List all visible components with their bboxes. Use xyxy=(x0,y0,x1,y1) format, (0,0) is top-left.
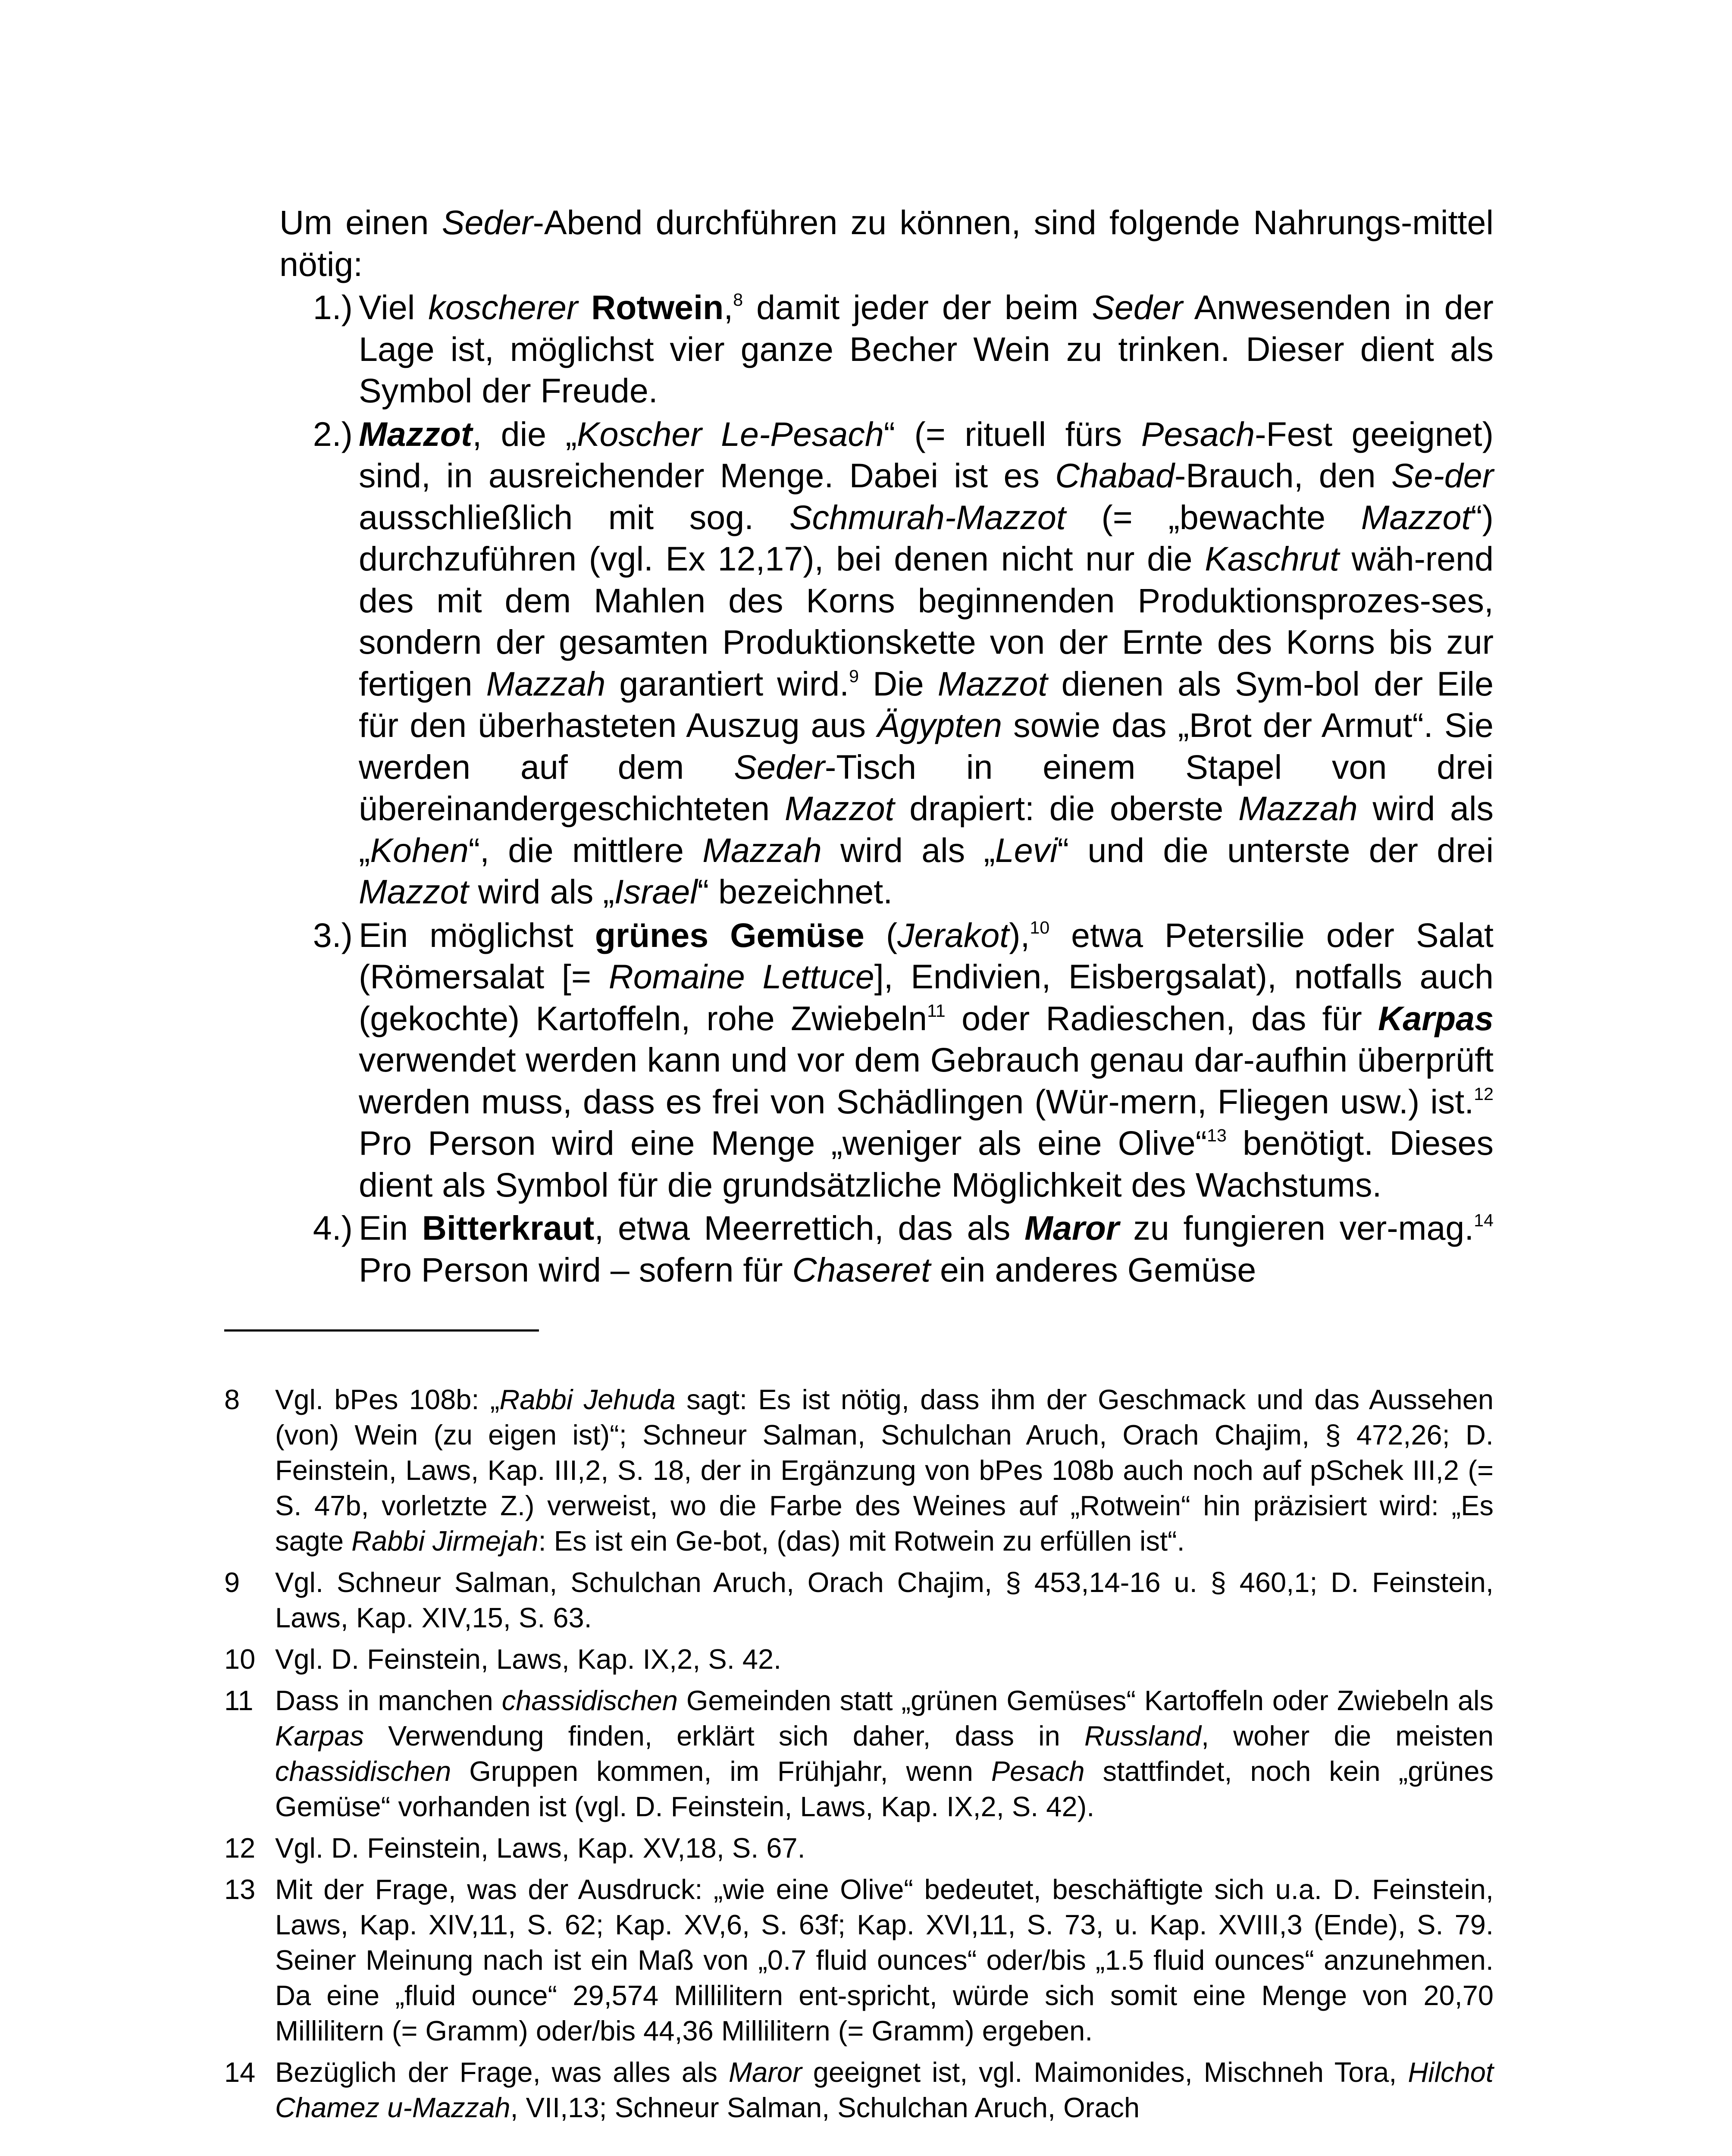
text-run: Gemeinden statt „grünen Gemüses“ Kartoffeln oder Zwiebeln als xyxy=(677,1685,1494,1716)
text-run: Rotwein xyxy=(591,288,724,326)
text-run: Gruppen kommen, im Frühjahr, wenn xyxy=(451,1755,991,1787)
text-run: Rabbi Jehuda xyxy=(499,1384,676,1415)
text-run: “, die mittlere xyxy=(468,830,703,869)
text-run: Pro Person wird – sofern für xyxy=(359,1250,792,1289)
text-run: Vgl. D. Feinstein, Laws, Kap. IX,2, S. 42. xyxy=(275,1643,782,1675)
text-run: Mazzot xyxy=(359,872,469,911)
text-run: wird als „ xyxy=(468,872,614,911)
text-run: zu fungieren ver-mag. xyxy=(1119,1209,1474,1247)
text-run: Mazzah xyxy=(702,830,822,869)
footnotes xyxy=(224,1382,1494,2131)
text-run: Kohen xyxy=(370,830,469,869)
text-run: koscherer xyxy=(428,288,578,326)
text-run: Mazzot xyxy=(359,414,473,453)
footnote xyxy=(224,1683,1494,1824)
text-run: benötigt. Dieses dient als Symbol für die grundsätzliche Möglichkeit des Wachstums. xyxy=(359,1124,1494,1204)
footnote xyxy=(224,1830,1494,1866)
text-run: Jerakot xyxy=(897,915,1009,954)
footnote-ref: 13 xyxy=(1207,1125,1227,1146)
text-run: , VII,13; Schneur Salman, Schulchan Aruch, Orach xyxy=(510,2092,1140,2123)
footnote-ref: 11 xyxy=(927,1000,946,1021)
text-run: chassidischen xyxy=(275,1755,451,1787)
list-item-text xyxy=(359,916,1494,1204)
footnote-number: 9 xyxy=(224,1567,240,1598)
text-run: Anwesenden in der Lage ist, möglichst vier ganze Becher Wein zu trinken. Dieser dient als Symbol der Freude. xyxy=(359,288,1494,410)
text-run: Die xyxy=(858,664,938,703)
footnote-text xyxy=(275,2056,1494,2123)
text-run: drapiert: die oberste xyxy=(894,789,1239,827)
list-item xyxy=(279,915,1494,1206)
list-item-number: 1.) xyxy=(313,288,353,326)
text-run: Israel xyxy=(614,872,698,911)
text-run: Ein möglichst xyxy=(359,915,595,954)
footnote-number: 12 xyxy=(224,1832,256,1864)
list-item-text xyxy=(359,288,1494,410)
footnote-text xyxy=(275,1874,1494,2046)
text-run: : Es ist ein Ge-bot, (das) mit Rotwein zu erfüllen ist“. xyxy=(538,1525,1185,1557)
text-run: Mazzot xyxy=(937,664,1048,703)
text-run: -Abend durchführen zu können, sind folgende Nahrungs-mittel nötig: xyxy=(279,203,1494,283)
text-run: Seder xyxy=(1092,288,1183,326)
list-item xyxy=(279,287,1494,412)
footnote-separator xyxy=(224,1329,539,1332)
text-run: Russland xyxy=(1084,1720,1201,1752)
text-run: Ägypten xyxy=(877,706,1002,744)
text-run: ], Endivien, Eisbergsalat), notfalls auch (gekochte) Kartoffeln, rohe Zwiebeln xyxy=(359,957,1494,1037)
text-run: Mazzah xyxy=(1238,789,1358,827)
text-run: garantiert wird. xyxy=(605,664,849,703)
text-run: , woher die meisten xyxy=(1201,1720,1494,1752)
text-run: damit jeder der beim xyxy=(743,288,1092,326)
text-run: Ein xyxy=(359,1209,422,1247)
text-run: Maror xyxy=(1024,1209,1119,1247)
text-run: Se-der xyxy=(1391,456,1494,495)
text-run: ausschließlich mit sog. xyxy=(359,498,789,536)
text-run: geeignet ist, vgl. Maimonides, Mischneh Tora, xyxy=(802,2056,1408,2088)
text-run: Mazzot xyxy=(1361,498,1471,536)
text-run: Vgl. Schneur Salman, Schulchan Aruch, Orach Chajim, § 453,14-16 u. § 460,1; D. Feinstein, Laws, Kap. XIV,15, S. 63. xyxy=(275,1567,1494,1633)
list-item xyxy=(279,414,1494,913)
text-run: Rabbi Jirmejah xyxy=(351,1525,539,1557)
text-run: -Fest geeignet) sind, in ausreichender Menge. Dabei ist es xyxy=(359,414,1494,495)
text-run: Viel xyxy=(359,288,429,326)
footnote-ref: 9 xyxy=(849,666,859,686)
text-run: “) durchzuführen (vgl. Ex 12,17), bei denen nicht nur die xyxy=(359,498,1494,578)
text-run: Koscher Le-Pesach xyxy=(576,414,884,453)
footnote xyxy=(224,1565,1494,1636)
text-run: Pro Person wird eine Menge „weniger als eine Olive“ xyxy=(359,1124,1207,1162)
footnote-number: 11 xyxy=(224,1685,254,1716)
list-item-text xyxy=(359,415,1494,911)
text-run: wird als „ xyxy=(359,789,1494,869)
footnote-number: 10 xyxy=(224,1643,256,1675)
text-run: ein anderes Gemüse xyxy=(930,1250,1256,1289)
text-run: , die „ xyxy=(472,414,577,453)
footnote-number: 8 xyxy=(224,1384,240,1415)
list-item-text xyxy=(359,1209,1494,1289)
text-run: Seder xyxy=(734,747,825,786)
list-item-number: 4.) xyxy=(313,1209,353,1247)
text-run: sowie das „Brot der Armut“. Sie werden auf dem xyxy=(359,706,1494,786)
text-run: Romaine Lettuce xyxy=(608,957,874,996)
text-run: Pesach xyxy=(1141,414,1255,453)
text-run: wird als „ xyxy=(821,830,995,869)
text-run: Levi xyxy=(995,830,1058,869)
footnote-number: 13 xyxy=(224,1874,256,1905)
text-run: Pesach xyxy=(991,1755,1085,1787)
footnote-text xyxy=(275,1567,1494,1633)
text-run: Kaschrut xyxy=(1205,539,1339,578)
footnote-ref: 14 xyxy=(1474,1210,1494,1231)
text-run: “ bezeichnet. xyxy=(697,872,893,911)
text-run: oder Radieschen, das für xyxy=(945,999,1378,1037)
footnote xyxy=(224,1642,1494,1677)
text-run: ), xyxy=(1009,915,1030,954)
text-run: Bitterkraut xyxy=(422,1209,595,1247)
text-run: Chaseret xyxy=(792,1250,931,1289)
text-run: sagt: Es ist nötig, dass ihm der Geschmack und das Aussehen (von) Wein (zu eigen ist)“; Schneur Salman, Schulchan Aruch, Orach Chajim, § 472,26; D. Feinstein, Laws, Kap. III,2, S. 18, der in Ergänzung von bPes 108b auch noch auf pSchek III,2 (= S. 47b, vorletzte Z.) verweist, wo die Farbe des Weines auf „Rotwein“ hin präzisiert wird: „Es sagte xyxy=(275,1384,1494,1557)
text-run: chassidischen xyxy=(501,1685,678,1716)
footnote-ref: 10 xyxy=(1030,917,1050,937)
intro-paragraph xyxy=(279,202,1494,285)
text-run: “ (= rituell fürs xyxy=(883,414,1141,453)
text-run: Dass in manchen xyxy=(275,1685,502,1716)
footnote-ref: 12 xyxy=(1474,1084,1494,1104)
text-run: stattfindet, noch kein „grünes Gemüse“ vorhanden ist (vgl. D. Feinstein, Laws, Kap. IX,2, S. 42). xyxy=(275,1755,1494,1822)
text-run: Vgl. bPes 108b: „ xyxy=(275,1384,500,1415)
text-run: wäh-rend des mit dem Mahlen des Korns beginnenden Produktionsprozes-ses, sondern der gesamten Produktionskette von der Ernte des Korns bis zur fertigen xyxy=(359,539,1494,703)
text-run: , xyxy=(723,288,733,326)
list-item-number: 3.) xyxy=(313,915,353,954)
footnote-text xyxy=(275,1832,805,1864)
text-run: Karpas xyxy=(1378,999,1494,1037)
text-run: Mit der Frage, was der Ausdruck: „wie eine Olive“ bedeutet, beschäftigte sich u.a. D. Feinstein, Laws, Kap. XIV,11, S. 62; Kap. XV,6, S. 63f; Kap. XVI,11, S. 73, u. Kap. XVIII,3 (Ende), S. 79. Seiner Meinung nach ist ein Maß von „0.7 fluid ounces“ oder/bis „1.5 fluid ounces“ anzunehmen. Da eine „fluid ounce“ 29,574 Millilitern ent-spricht, würde sich somit eine Menge von 20,70 Millilitern (= Gramm) oder/bis 44,36 Millilitern (= Gramm) ergeben. xyxy=(275,1874,1494,2046)
text-run: ( xyxy=(864,915,898,954)
footnote xyxy=(224,1872,1494,2049)
text-run xyxy=(578,288,591,326)
text-run: , etwa Meerrettich, das als xyxy=(594,1209,1025,1247)
list-item xyxy=(279,1207,1494,1291)
text-run: Um einen xyxy=(279,203,442,241)
text-run: -Tisch in einem Stapel von drei übereinandergeschichteten xyxy=(359,747,1494,827)
text-run: etwa Petersilie oder Salat (Römersalat [= xyxy=(359,915,1494,996)
footnote xyxy=(224,1382,1494,1559)
text-run: Schmurah-Mazzot xyxy=(789,498,1066,536)
footnote-text xyxy=(275,1685,1494,1822)
text-run: “ und die unterste der drei xyxy=(1057,830,1494,869)
text-run: Mazzot xyxy=(784,789,895,827)
footnote xyxy=(224,2055,1494,2125)
text-run: Karpas xyxy=(275,1720,364,1752)
text-run: dienen als Sym-bol der Eile für den überhasteten Auszug aus xyxy=(359,664,1494,744)
text-run: Verwendung finden, erklärt sich daher, dass in xyxy=(363,1720,1084,1752)
text-run: Chabad xyxy=(1055,456,1175,495)
text-run: grünes Gemüse xyxy=(595,915,864,954)
text-run: Mazzah xyxy=(486,664,606,703)
text-run: Bezüglich der Frage, was alles als xyxy=(275,2056,729,2088)
footnote-ref: 8 xyxy=(733,290,743,310)
text-run: verwendet werden kann und vor dem Gebrauch genau dar-aufhin überprüft werden muss, dass es frei von Schädlingen (Wür-mern, Fliegen usw.) ist. xyxy=(359,1040,1494,1121)
footnote-number: 14 xyxy=(224,2056,256,2088)
text-run: Maror xyxy=(728,2056,802,2088)
list-item-number: 2.) xyxy=(313,414,353,453)
text-run: -Brauch, den xyxy=(1174,456,1391,495)
ingredients-list xyxy=(279,287,1494,1291)
text-run: Hilchot Chamez u-Mazzah xyxy=(275,2056,1494,2123)
main-text xyxy=(279,202,1494,1291)
text-run: (= „bewachte xyxy=(1065,498,1361,536)
text-run: Vgl. D. Feinstein, Laws, Kap. XV,18, S. 67. xyxy=(275,1832,805,1864)
footnote-text xyxy=(275,1384,1494,1557)
footnote-text xyxy=(275,1643,781,1675)
text-run: Seder xyxy=(442,203,533,241)
